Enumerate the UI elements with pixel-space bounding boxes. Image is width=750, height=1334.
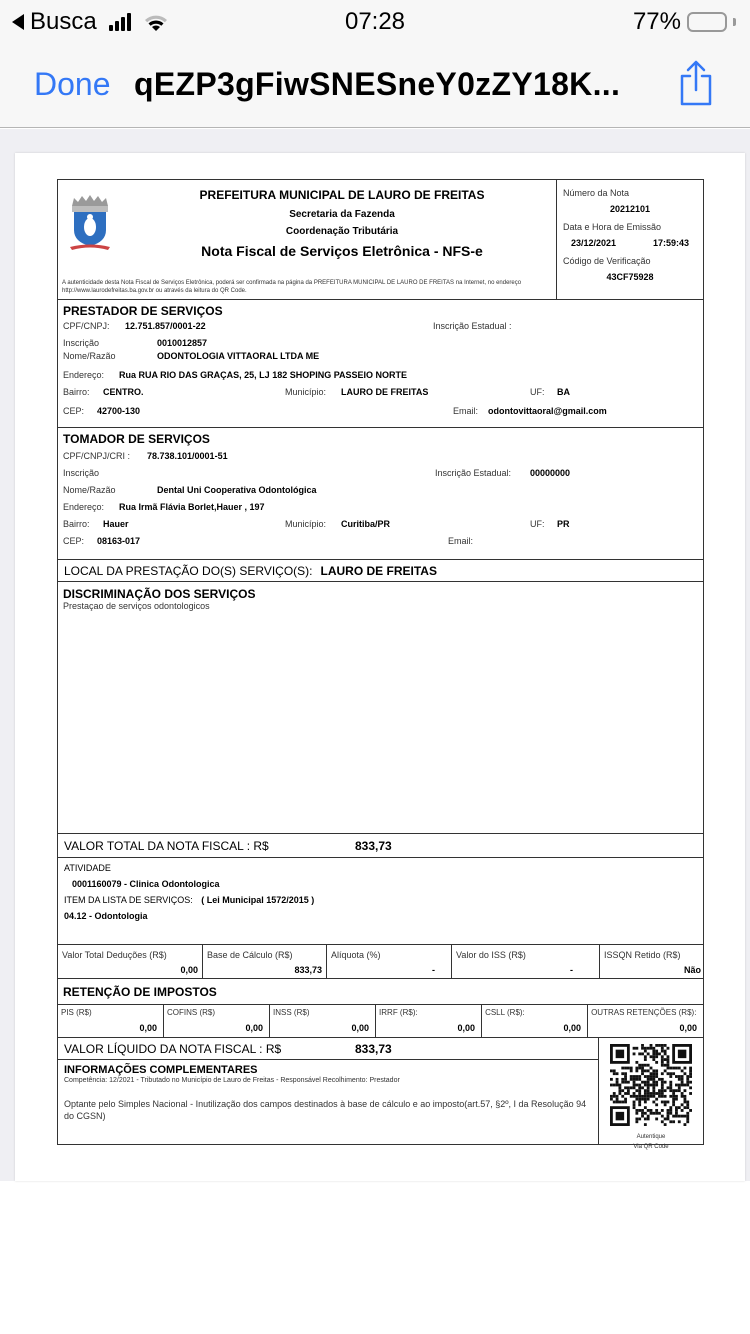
municipality-name: PREFEITURA MUNICIPAL DE LAURO DE FREITAS	[199, 188, 485, 202]
status-bar	[0, 0, 750, 42]
battery-cap	[733, 18, 736, 26]
retencao-cell	[270, 1005, 376, 1037]
prestador-cep: 42700-130	[97, 406, 141, 416]
retencao-label: COFINS (R$)	[167, 1008, 216, 1017]
tomador-email-label: Email:	[448, 536, 474, 546]
retencao-value: 0,00	[139, 1023, 158, 1033]
emission-time: 17:59:43	[652, 238, 689, 248]
prestador-cnpj: 12.751.857/0001-22	[125, 321, 206, 331]
document-viewer[interactable]	[0, 129, 750, 1334]
nfse-header	[57, 179, 704, 300]
valor-liquido-row	[58, 1038, 598, 1060]
local-prestacao	[57, 560, 704, 582]
header-main	[58, 180, 557, 299]
tomador-nome-label: Nome/Razão	[63, 485, 116, 495]
valor-total-value: 833,73	[355, 839, 392, 853]
bottom-section	[57, 1038, 704, 1150]
tomador-cnpj-label: CPF/CNPJ/CRI :	[63, 451, 131, 461]
qr-caption-1: Autentique	[636, 1134, 666, 1140]
retencao-label: PIS (R$)	[61, 1008, 92, 1017]
tomador-municipio-label: Município:	[285, 519, 327, 529]
done-button[interactable]: Done	[34, 66, 111, 102]
valor-label: Base de Cálculo (R$)	[207, 950, 293, 960]
qr-section	[599, 1038, 703, 1150]
prestador-nome-label: Nome/Razão	[63, 351, 116, 361]
info-line1: Competência: 12/2021 - Tributado no Município de Lauro de Freitas - Responsável Recolhimento: Prestador	[64, 1077, 400, 1084]
authenticity-note: A autenticidade desta Nota Fiscal de Serviços Eletrônica, poderá ser confirmada na página da PREFEITURA MUNICIPAL DE LAURO DE FREITAS na Internet, no endereço http://www.laurodefreitas.ba.gov.br ou através da leitura do QR Code.	[62, 280, 522, 294]
valores-row	[57, 945, 704, 979]
valor-label: ISSQN Retido (R$)	[604, 950, 681, 960]
document-type-title: Nota Fiscal de Serviços Eletrônica - NFS-e	[201, 243, 483, 259]
prestador-inscricao: 0010012857	[157, 338, 208, 348]
local-value: LAURO DE FREITAS	[320, 564, 437, 578]
tomador-uf: PR	[557, 519, 570, 529]
local-label: LOCAL DA PRESTAÇÃO DO(S) SERVIÇO(S):	[64, 564, 313, 578]
tomador-ie-label: Inscrição Estadual:	[435, 468, 512, 478]
tomador-uf-label: UF:	[530, 519, 545, 529]
retencao-value: 0,00	[457, 1023, 476, 1033]
prestador-uf-label: UF:	[530, 387, 545, 397]
valor-value: -	[570, 965, 573, 975]
valor-label: Alíquota (%)	[331, 950, 381, 960]
info-complementar	[58, 1060, 598, 1126]
valor-total-label: VALOR TOTAL DA NOTA FISCAL : R$	[64, 839, 269, 853]
valor-cell	[327, 945, 452, 978]
retencao-value: 0,00	[563, 1023, 582, 1033]
retencao-cell	[482, 1005, 588, 1037]
tomador-bairro: Hauer	[103, 519, 129, 529]
retencao-label: CSLL (R$):	[485, 1008, 525, 1017]
tomador-section	[57, 428, 704, 560]
retencao-value: 0,00	[679, 1023, 697, 1033]
prestador-endereco: Rua RUA RIO DAS GRAÇAS, 25, LJ 182 SHOPING PASSEIO NORTE	[119, 370, 408, 380]
valor-cell	[203, 945, 327, 978]
discriminacao-title: DISCRIMINAÇÃO DOS SERVIÇOS	[63, 587, 256, 601]
retencao-cell	[588, 1005, 703, 1037]
valor-cell	[600, 945, 703, 978]
atividade-label: ATIVIDADE	[64, 863, 111, 873]
prestador-municipio: LAURO DE FREITAS	[341, 387, 429, 397]
qr-code-icon[interactable]	[610, 1044, 692, 1126]
valor-value: -	[432, 965, 435, 975]
tomador-cnpj: 78.738.101/0001-51	[147, 451, 228, 461]
codigo-label: Código de Verificação	[563, 256, 651, 266]
data-emissao-value	[563, 238, 697, 248]
prestador-ie-label: Inscrição Estadual :	[433, 321, 512, 331]
tomador-ie: 00000000	[530, 468, 571, 478]
retencao-cell	[58, 1005, 164, 1037]
retencao-label: INSS (R$)	[273, 1008, 310, 1017]
pdf-page	[15, 153, 745, 1181]
retencao-cell	[376, 1005, 482, 1037]
discriminacao-text: Prestaçao de serviços odontologicos	[63, 601, 210, 611]
document-title: qEZP3gFiwSNESneY0zZY18K...	[134, 66, 621, 102]
prestador-cep-label: CEP:	[63, 406, 85, 416]
battery-indicator	[633, 8, 736, 36]
valor-value: Não	[683, 965, 701, 975]
retencao-value: 0,00	[351, 1023, 370, 1033]
valor-value: 0,00	[180, 965, 198, 975]
info-title: INFORMAÇÕES COMPLEMENTARES	[64, 1064, 258, 1076]
nfse-document	[57, 179, 704, 1150]
retencao-title: RETENÇÃO DE IMPOSTOS	[57, 979, 704, 1005]
valor-cell	[58, 945, 203, 978]
valor-label: Valor Total Deduções (R$)	[62, 950, 167, 960]
valor-label: Valor do ISS (R$)	[456, 950, 526, 960]
atividade-value: 0001160079 - Clinica Odontologica	[72, 879, 220, 889]
valor-value: 833,73	[294, 965, 322, 975]
prestador-email-label: Email:	[453, 406, 479, 416]
data-emissao-label: Data e Hora de Emissão	[563, 222, 662, 232]
retencao-cell	[164, 1005, 270, 1037]
retencao-row	[57, 1005, 704, 1038]
item-lista-row	[64, 895, 697, 905]
prestador-municipio-label: Município:	[285, 387, 327, 397]
retencao-value: 0,00	[245, 1023, 264, 1033]
tomador-municipio: Curitiba/PR	[341, 519, 391, 529]
item-lista-value: 04.12 - Odontologia	[64, 911, 148, 921]
prestador-title: PRESTADOR DE SERVIÇOS	[63, 304, 223, 318]
tomador-nome: Dental Uni Cooperativa Odontológica	[157, 485, 317, 495]
retencao-label: IRRF (R$):	[379, 1008, 418, 1017]
prestador-cnpj-label: CPF/CNPJ:	[63, 321, 110, 331]
tomador-bairro-label: Bairro:	[63, 519, 90, 529]
prestador-email: odontovittaoral@gmail.com	[488, 406, 607, 416]
prestador-nome: ODONTOLOGIA VITTAORAL LTDA ME	[157, 351, 320, 361]
valor-liquido-label: VALOR LÍQUIDO DA NOTA FISCAL : R$	[64, 1042, 282, 1056]
numero-value: 20212101	[609, 204, 651, 214]
nav-bar	[0, 42, 750, 128]
qr-caption-2: Via QR Code	[633, 1144, 669, 1150]
item-lista-label: ITEM DA LISTA DE SERVIÇOS:	[64, 895, 193, 905]
clock: 07:28	[344, 8, 406, 35]
coat-of-arms-icon	[68, 192, 112, 252]
numero-label: Número da Nota	[563, 188, 630, 198]
atividade-section	[57, 858, 704, 945]
tomador-inscricao-label: Inscrição	[63, 468, 100, 478]
tomador-cep: 08163-017	[97, 536, 141, 546]
header-side-info	[557, 180, 703, 299]
prestador-inscricao-label: Inscrição	[63, 338, 100, 348]
prestador-section	[57, 300, 704, 428]
prestador-bairro-label: Bairro:	[63, 387, 90, 397]
tomador-endereco-label: Endereço:	[63, 502, 105, 512]
valor-total-row	[57, 834, 704, 858]
prestador-bairro: CENTRO.	[103, 387, 144, 397]
retencao-label: OUTRAS RETENÇÕES (R$):	[591, 1008, 697, 1017]
codigo-value: 43CF75928	[606, 272, 654, 282]
item-lista-lei: ( Lei Municipal 1572/2015 )	[201, 895, 315, 905]
discriminacao-section	[57, 582, 704, 834]
valor-liquido-value: 833,73	[355, 1042, 392, 1056]
tomador-title: TOMADOR DE SERVIÇOS	[63, 432, 210, 446]
department-name: Secretaria da Fazenda	[289, 209, 395, 220]
prestador-uf: BA	[557, 387, 570, 397]
battery-percent: 77%	[632, 8, 681, 35]
prestador-endereco-label: Endereço:	[63, 370, 105, 380]
back-app-label: Busca	[30, 8, 97, 35]
info-line2: Optante pelo Simples Nacional - Inutilização dos campos destinados à base de cálculo e ao imposto(art.57, §2º, I da Resolução 94 do CGSN)	[64, 1099, 587, 1121]
share-icon[interactable]	[676, 60, 716, 108]
bottom-main	[58, 1038, 599, 1144]
tomador-endereco: Rua Irmã Flávia Borlet,Hauer , 197	[119, 502, 265, 512]
battery-icon	[687, 12, 727, 32]
tomador-cep-label: CEP:	[63, 536, 85, 546]
coordination-name: Coordenação Tributária	[285, 226, 399, 237]
valor-cell	[452, 945, 600, 978]
emission-date: 23/12/2021	[571, 238, 617, 248]
